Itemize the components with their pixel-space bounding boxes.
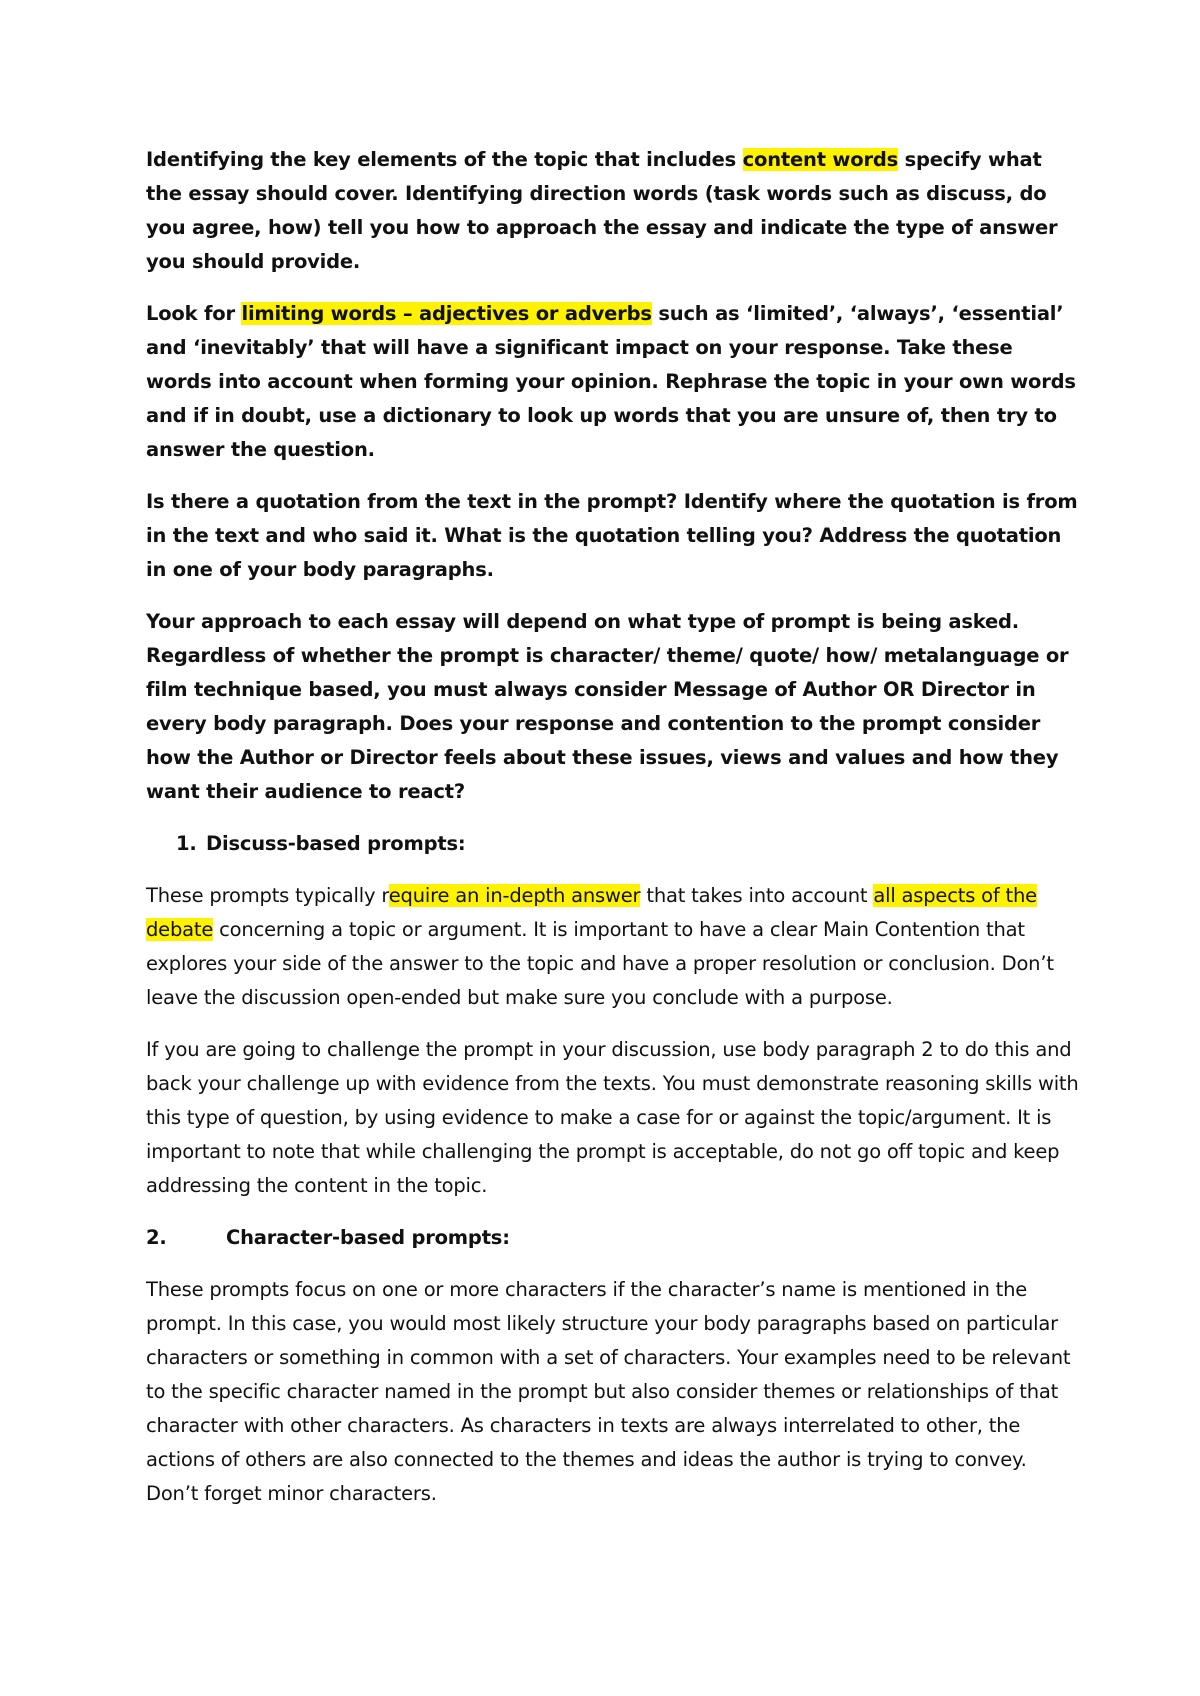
paragraph-key-elements — [146, 143, 1080, 279]
heading-character-based — [146, 1221, 1080, 1255]
paragraph-limiting-words — [146, 297, 1080, 467]
paragraph-discuss-prompts — [146, 879, 1080, 1015]
text: Identifying the key elements of the topic that includes — [146, 148, 743, 171]
text: such as ‘limited’, ‘always’, ‘essential’ and ‘inevitably’ that will have a significant impact on your response. Take these words into account when forming your opinion. Rephrase the topic in your own words and if in doubt, use a dictionary to look up words that you are unsure of, then try to answer the question. — [146, 302, 1076, 461]
text: Look for — [146, 302, 242, 325]
highlight-limiting-words: limiting words – adjectives or adverbs — [241, 302, 652, 325]
paragraph-approach: Your approach to each essay will depend on what type of prompt is being asked. Regardless of whether the prompt is character/ theme/ quote/ how/ metalanguage or film technique based, you must always consider Message of Author OR Director in every body paragraph. Does your response and contention to the prompt consider how the Author or Director feels about these issues, views and values and how they want their audience to react? — [146, 610, 1069, 803]
heading-label: Character-based prompts: — [226, 1226, 510, 1249]
heading-number: 1. — [176, 832, 197, 855]
paragraph-quotation: Is there a quotation from the text in the prompt? Identify where the quotation is from in the text and who said it. What is the quotation telling you? Address the quotation in one of your body paragraphs. — [146, 490, 1078, 581]
paragraph-challenge-prompt: If you are going to challenge the prompt in your discussion, use body paragraph 2 to do this and back your challenge up with evidence from the texts. You must demonstrate reasoning skills with this type of question, by using evidence to make a case for or against the topic/argument. It is important to note that while challenging the prompt is acceptable, do not go off topic and keep addressing the content in the topic. — [146, 1038, 1079, 1197]
highlight-content-words: content words — [742, 148, 899, 171]
heading-label: Discuss-based prompts: — [206, 832, 466, 855]
text: that takes into account — [640, 884, 874, 907]
paragraph-character-prompts: These prompts focus on one or more characters if the character’s name is mentioned in the prompt. In this case, you would most likely structure your body paragraphs based on particular characters or something in common with a set of characters. Your examples need to be relevant to the specific character named in the prompt but also consider themes or relationships of that character with other characters. As characters in texts are always interrelated to other, the actions of others are also connected to the themes and ideas the author is trying to convey. Don’t forget minor characters. — [146, 1278, 1071, 1505]
text: specify what the essay should cover. Identifying direction words (task words such as discuss, do you agree, how) tell you how to approach the essay and indicate the type of answer you should provide. — [146, 148, 1058, 273]
text: These prompts typically r — [146, 884, 389, 907]
highlight-in-depth-answer: equire an in-depth answer — [388, 884, 641, 907]
text: concerning a topic or argument. It is important to have a clear Main Contention that explores your side of the answer to the topic and have a proper resolution or conclusion. Don’t leave the discussion open-ended but make sure you conclude with a purpose. — [146, 918, 1054, 1009]
heading-discuss-based — [146, 827, 1080, 861]
heading-number: 2. — [146, 1226, 167, 1249]
highlight-all-aspects: all aspects of the debate — [146, 884, 1037, 941]
